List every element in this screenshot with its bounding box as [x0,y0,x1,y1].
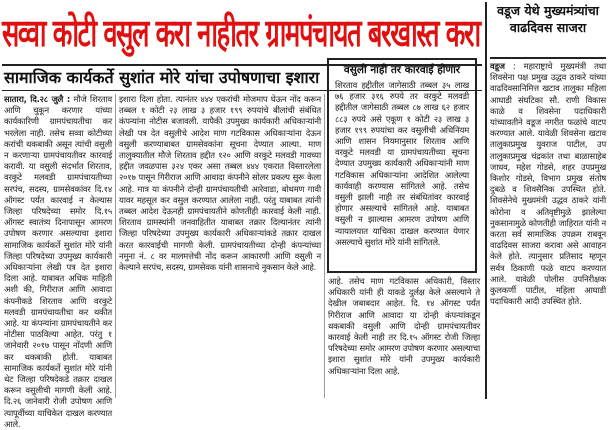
column-divider-2 [324,94,325,398]
side-story-body [490,61,606,399]
main-story-column-2 [119,94,321,399]
side-headline-rule [490,57,606,59]
dateline-place: सातारा, [4,94,27,104]
main-story-col3-text: आहे. तसेच माण गटविकास अधिकारी, विस्तार अधिकारी यांनी ही याकडे दुर्लक्ष केले असल्याने ते देखील जबाबदार आहेत. दि. १४ ऑगस्ट पर्यंत गिरीराज आणि आवादा या दोन्ही कंपन्यांकडून थकबाकी वसुली आणि दोन्ही ग्रामपंचायतीवर कारवाई केली नाही तर दि.१५ ऑगस्ट रोजी जिल्हा परिषदेच्या समोर आमरण उपोषण करणार असल्याचा इशारा सुशांत मोरे यांनी उपमुख्य कार्यकारी अधिकाऱ्यांना दिला आहे. [328,276,480,376]
side-story-paragraph: वडूज : महाराष्ट्राचे मुख्यमंत्री तथा शिवसेना पक्ष प्रमुख उद्धव ठाकरे यांच्या वाढदिवसानिमित्त खटाव तालुका महिला आघाडी संघटिका सौ. राणी विकास काळे व शिवसेना पदाधिकारी यांच्यावतीने वडूज नगरीत फळांचे वाटप करण्यात आले. यावेळी शिवसेना खटाव तालुकाप्रमुख युवराज पाटील, उप तालुकाप्रमुख चंद्रकांत तथा बाळासाहेब जाधव, महेश गोडसे, शहर उपप्रमुख किशोर गोडसे, विभाग प्रमुख संतोष दुबळे व शिवसैनिक उपस्थित होते. शिवसेनेचे मुख्यमंत्री उद्धव ठाकरे यांनी कोरोना व अतिवृष्टीमुळे झालेल्या नुकसानामुळे कोणतीही जाहिरात यांनी न करता सर्व सामाजिक उपक्रम राबवून वाढदिवस साजरा करावा असे आवाहन केले होते. त्यानुसार प्रतिसाद म्हणून सर्वत्र ठिकाणी फळे वाटप करण्यात आले. यावेळी पोलीस उपनिरीक्षक कुलकर्णी पाटील, महिला आघाडी पदाधिकारी आदी उपस्थित होते. [490,61,607,307]
main-story-column-3 [328,276,480,399]
main-subheadline: सामाजिक कार्यकर्ते सुशांत मोरे यांचा उपोषणाचा इशारा [4,68,320,87]
boxed-story-text: शिरताव हद्दीतील जागेसाठी तब्बल ३५ लाख ७६ हजार ३१६ रुपये तर वरकुटे मलवडी हद्दीतील जागेसाठी तब्बल ८७ लाख ६२ हजार ८८३ रुपये असे एकूण १ कोटी २३ लाख ३ हजार १९९ रुपयांचा कर वसुलीची अधिनियम आणि शासन नियमानुसार शिरताव आणि वरकुटे मलवडी या ग्रामपंचायतीच्या सूचना देण्यात उपमुख्य कार्यकारी अधिकाऱ्यांनी माण गटविकास अधिकाऱ्यांना आदेशित आलेल्या कार्यवाही करण्यास सांगितले आहे. तसेच वसुली झाली नाही तर संबंधितांवर कारवाई होणार असल्याचे सांगितले आहे. याबाबत वसुली न झाल्यास आमरण उपोषण आणि न्यायालयात याचिका दाखल करण्यात येणार असल्याचे सुशांत मोरे यांनी सांगितले. [335,80,469,247]
main-story-column-1 [4,94,113,429]
main-story-col1-text: मौजे शिरताव आणि चुकून करणार यांच्या कार्यकारिणी ग्रामपंचायतीचा कर भरलेला नाही. तसेच सव्वा कोटीच्या करांची थकबाकी असून त्यांची वसुली न करणाऱ्या ग्रामपंचायतीवर कारवाई करावी. या वसुली संदर्भात शिरताव, वरकुटे मलवडी ग्रामपंचायतीच्या सरपंच, सदस्य, ग्रामसेवकांवर दि.१४ ऑगस्ट पर्यंत कारवाई न केल्यास जिल्हा परिषदेच्या समोर दि.१५ ऑगस्ट स्वातंत्र्य दिनापासून आमरण उपोषण करणार असल्याचा इशारा सामाजिक कार्यकर्ते सुशांत मोरे यांनी जिल्हा परिषदेच्या उपमुख्य कार्यकारी अधिकाऱ्यांना लेखी पत्र देत इशारा दिला आहे. याबाबत अधिक माहिती अशी की, गिरीराज आणि आवादा कंपनीकडे शिरताव आणि वरकुटे मलवडी ग्रामपंचायतीचा कर थकीत आहे. या कंपन्यांना ग्रामपंचायतीने कर नोटीसा पाठविल्या आहेत. परंतु १ जानेवारी २०१७ पासून नोंदणी आणि कर थकबाकी होती. याबाबत सामाजिक कार्यकर्ते सुशांत मोरे यांनी थेट जिल्हा परिषदेकडे तक्रार दाखल करून वसुलीची मागणी केली आहे. दि.२६ जानेवारी रोजी उपोषण आणि त्यापूर्वीच्या याचिकेत दाखल करण्यात आले. [4,94,113,429]
boxed-story [327,58,477,273]
main-story-col2-text: इशारा दिला होता. त्यानंतर ४४४ एकरांची मोजमाप घेऊन नोंद करून तब्बल १ कोटी २३ लाख ३ हजार १९९ रुपयांचे बीलांची संबंधित कंपन्यांना नोटीस बजावली. यापैकी उपमुख्य कार्यकारी अधिकाऱ्यांनी लेखी पत्र देत वसुलीचे आदेश माण गटविकास अधिकाऱ्यांना देऊन वसुली करण्याबाबत ग्रामसेवकांना सूचना देण्यात आल्या. माण तालुक्यातील मौजे शिरताव हद्दीत १२० आणि वरकुटे मलवडी गावच्या हद्दीत जवळपास ३२४ एकर असा तब्बल ४४४ एकरात विस्तारलेला २०१७ पासून गिरीराज आणि आवादा कंपनीने सोलर प्रकल्प सुरू केला आहे. मात्र या कंपनीने दोन्ही ग्रामपंचायतीची आरेवाडा, बोथमण गावी यावर महसूल कर वसुल करण्यात आलेला नाही. परंतु याबाबत त्यांनी तब्बल आदेश देऊनही ग्रामपंचायतीने कोणतीही कारवाई केली नाही. शिरताव ग्रामस्थांनी जनवाहितीत याबाबत तक्रार दिल्यानंतर त्यांनी जिल्हा परिषदेच्या उपमुख्य कार्यकारी अधिकाऱ्यांकडे तक्रार दाखल करत कारवाईची मागणी केली. ग्रामपंचायतीच्या दोन्ही कंपन्यांच्या नमुना नं. ८ वर मालमत्तेची नोंद करून आकारणी आणि वसुली न केल्याने सरपंच, सदस्य, ग्रामसेवक यांनी शासनाचे नुकसान केले आहे. [119,94,321,273]
main-story-paragraph-1 [4,94,112,430]
side-story-text: महाराष्ट्राचे मुख्यमंत्री तथा शिवसेना पक्ष प्रमुख उद्धव ठाकरे यांच्या वाढदिवसानिमित्त खटाव तालुका महिला आघाडी संघटिका सौ. राणी विकास काळे व शिवसेना पदाधिकारी यांच्यावतीने वडूज नगरीत फळांचे वाटप करण्यात आले. यावेळी शिवसेना खटाव तालुकाप्रमुख युवराज पाटील, उप तालुकाप्रमुख चंद्रकांत तथा बाळासाहेब जाधव, महेश गोडसे, शहर उपप्रमुख किशोर गोडसे, विभाग प्रमुख संतोष दुबळे व शिवसैनिक उपस्थित होते. शिवसेनेचे मुख्यमंत्री उद्धव ठाकरे यांनी कोरोना व अतिवृष्टीमुळे झालेल्या नुकसानामुळे कोणतीही जाहिरात यांनी न करता सर्व सामाजिक उपक्रम राबवून वाढदिवस साजरा करावा असे आवाहन केले होते. त्यानुसार प्रतिसाद म्हणून सर्वत्र ठिकाणी फळे वाटप करण्यात आले. यावेळी पोलीस उपनिरीक्षक कुलकर्णी पाटील, महिला आघाडी पदाधिकारी आदी उपस्थित होते. [490,61,607,307]
main-headline: सव्वा कोटी वसुल करा नाहीतर ग्रामपंचायत बरखास्त करा [2,11,480,55]
column-divider-1 [115,94,116,398]
dateline-date: दि.२८ जुलै : [30,94,70,104]
side-story-headline: वडूज येथे मुख्यमंत्र्यांचा वाढदिवस साजरा [497,3,599,35]
side-story-place: वडूज [490,61,505,71]
sidebar-divider [485,2,487,399]
boxed-story-headline: वसुली नाही तर कारवाई होणार [343,64,461,76]
